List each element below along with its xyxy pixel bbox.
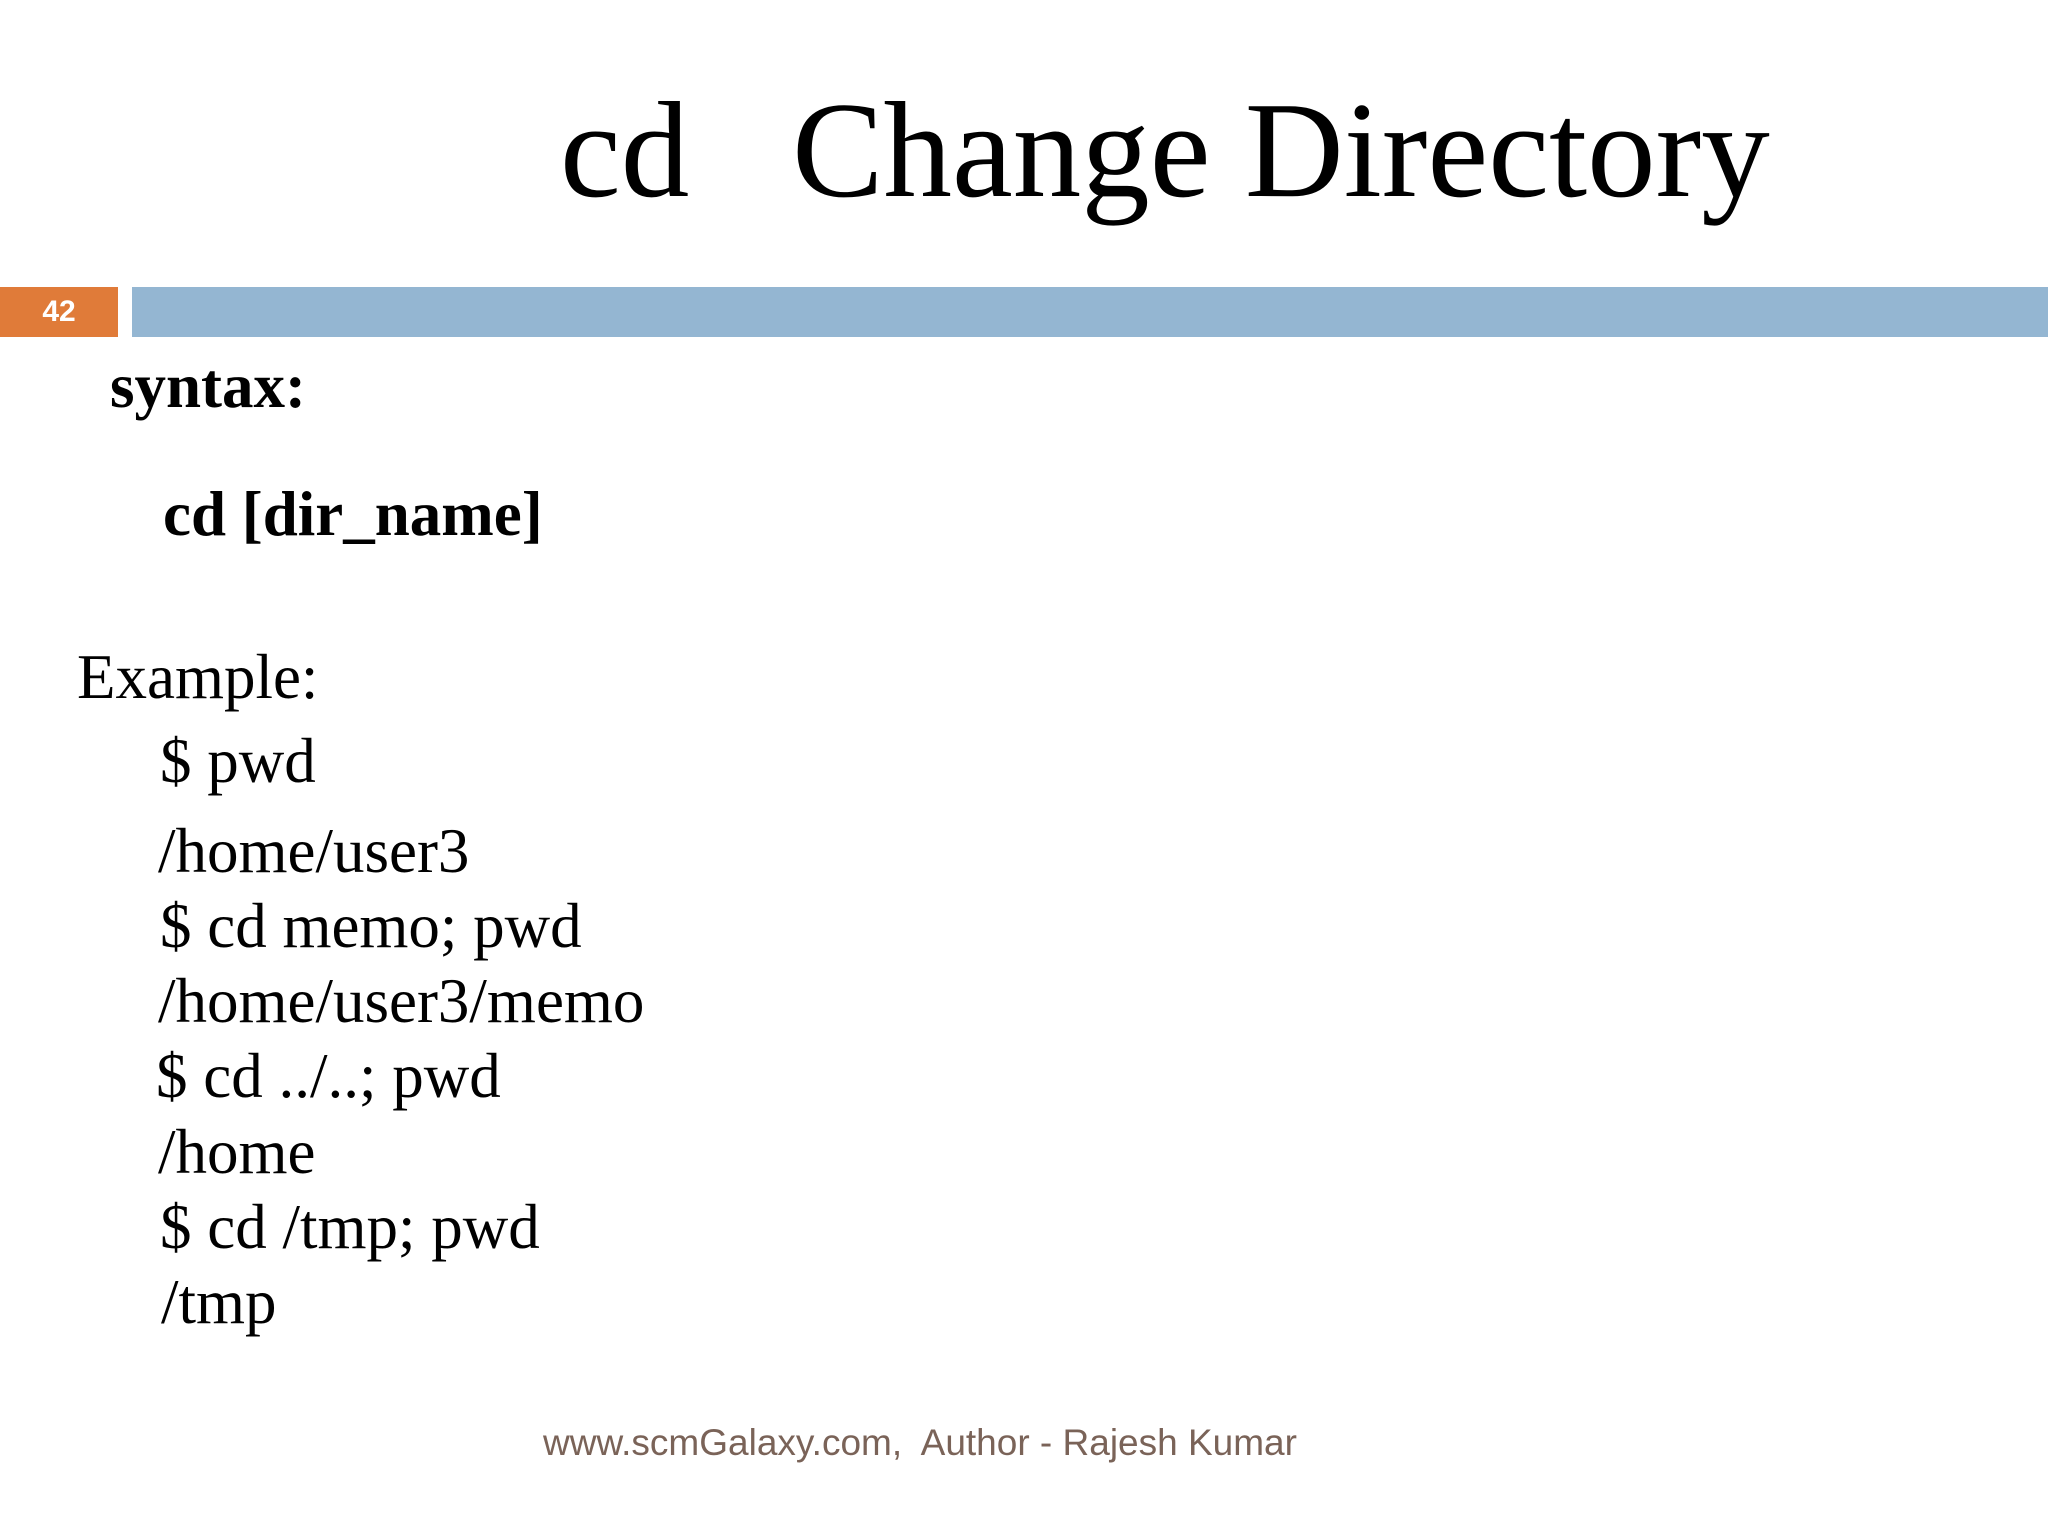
example-line: $ cd memo; pwd <box>160 891 582 961</box>
slide-title: cd Change Directory <box>560 74 1770 226</box>
example-line: $ cd /tmp; pwd <box>160 1192 540 1262</box>
syntax-label: syntax: <box>110 351 307 421</box>
example-line: /home/user3/memo <box>158 966 645 1036</box>
syntax-command: cd [dir_name] <box>163 479 543 549</box>
footer-credit: www.scmGalaxy.com, Author - Rajesh Kumar <box>543 1422 1297 1463</box>
example-line: /tmp <box>161 1267 277 1337</box>
example-line: $ pwd <box>160 726 316 796</box>
example-line: /home <box>158 1117 316 1187</box>
slide-number: 42 <box>0 287 118 337</box>
header-bar <box>132 287 2048 337</box>
example-label: Example: <box>77 642 319 712</box>
example-line: /home/user3 <box>158 816 470 886</box>
example-line: $ cd ../..; pwd <box>156 1041 501 1111</box>
